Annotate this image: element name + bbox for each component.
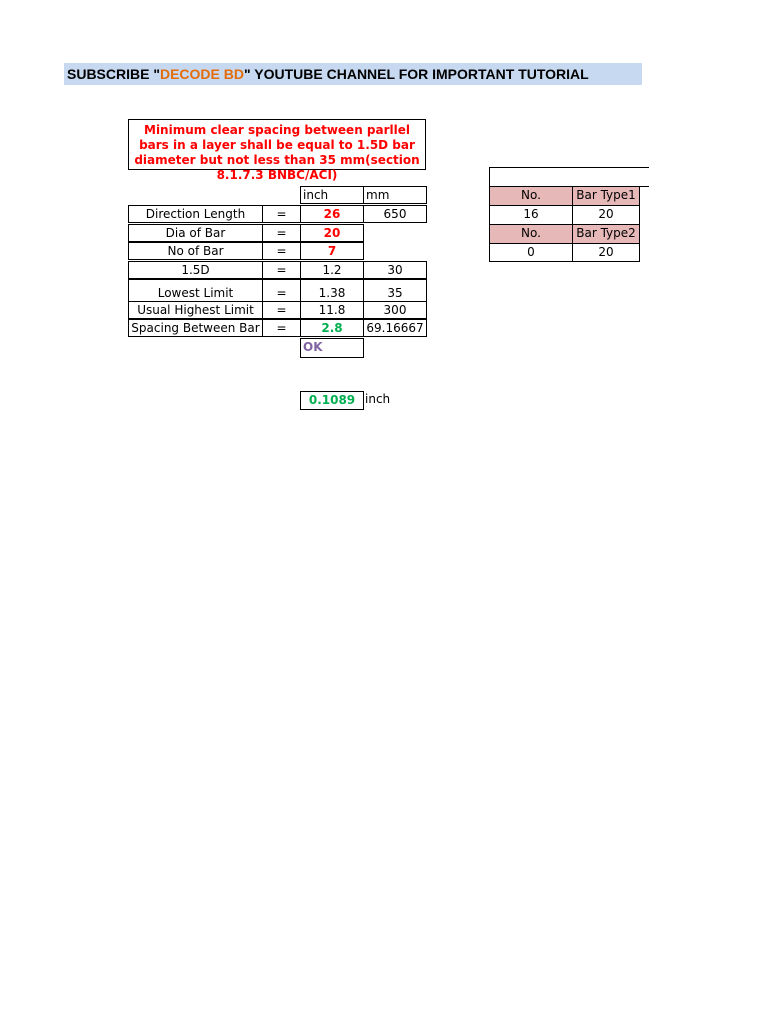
bar-type1-header-type: Bar Type1 bbox=[572, 186, 640, 206]
banner-suffix: " YOUTUBE CHANNEL FOR IMPORTANT TUTORIAL bbox=[244, 66, 589, 82]
bar-table-top-border bbox=[489, 167, 649, 187]
bar-type1-count[interactable]: 16 bbox=[489, 205, 573, 225]
value-dia-of-bar[interactable]: 20 bbox=[300, 224, 364, 242]
subscribe-banner bbox=[64, 63, 642, 85]
value-lowest-limit-mm: 35 bbox=[363, 279, 427, 302]
bar-type1-diameter[interactable]: 20 bbox=[572, 205, 640, 225]
unit-header-inch: inch bbox=[300, 186, 364, 204]
value-spacing-between-bar-inch: 2.8 bbox=[300, 319, 364, 337]
value-direction-length-mm: 650 bbox=[363, 205, 427, 223]
value-no-of-bar[interactable]: 7 bbox=[300, 242, 364, 260]
bar-type2-diameter[interactable]: 20 bbox=[572, 243, 640, 262]
value-1-5d-inch: 1.2 bbox=[300, 261, 364, 279]
value-direction-length-inch[interactable]: 26 bbox=[300, 205, 364, 223]
status-ok: OK bbox=[300, 338, 364, 358]
equals-sign: = bbox=[262, 279, 301, 302]
equals-sign: = bbox=[262, 319, 301, 337]
result-unit: inch bbox=[365, 392, 391, 406]
label-usual-highest-limit: Usual Highest Limit bbox=[128, 301, 263, 319]
label-direction-length: Direction Length bbox=[128, 205, 263, 223]
equals-sign: = bbox=[262, 205, 301, 223]
bar-type2-count[interactable]: 0 bbox=[489, 243, 573, 262]
equals-sign: = bbox=[262, 242, 301, 260]
equals-sign: = bbox=[262, 224, 301, 242]
label-spacing-between-bar: Spacing Between Bar bbox=[128, 319, 263, 337]
label-no-of-bar: No of Bar bbox=[128, 242, 263, 260]
unit-header-mm: mm bbox=[363, 186, 427, 204]
value-spacing-between-bar-mm: 69.16667 bbox=[363, 319, 427, 337]
bar-type1-header-no: No. bbox=[489, 186, 573, 206]
equals-sign: = bbox=[262, 301, 301, 319]
bar-type2-header-type: Bar Type2 bbox=[572, 224, 640, 244]
banner-prefix: SUBSCRIBE " bbox=[67, 66, 160, 82]
value-usual-highest-limit-mm: 300 bbox=[363, 301, 427, 319]
banner-channel-name: DECODE BD bbox=[159, 66, 244, 82]
spacing-rule-note: Minimum clear spacing between parllel bars in a layer shall be equal to 1.5D bar diameter but not less than 35 mm(section 8.1.7.3 BNBC/ACI) bbox=[128, 119, 426, 170]
label-1-5d: 1.5D bbox=[128, 261, 263, 279]
label-dia-of-bar: Dia of Bar bbox=[128, 224, 263, 242]
equals-sign: = bbox=[262, 261, 301, 279]
result-value: 0.1089 bbox=[300, 391, 364, 410]
value-usual-highest-limit-inch: 11.8 bbox=[300, 301, 364, 319]
label-lowest-limit: Lowest Limit bbox=[128, 279, 263, 302]
value-1-5d-mm: 30 bbox=[363, 261, 427, 279]
bar-type2-header-no: No. bbox=[489, 224, 573, 244]
value-lowest-limit-inch: 1.38 bbox=[300, 279, 364, 302]
